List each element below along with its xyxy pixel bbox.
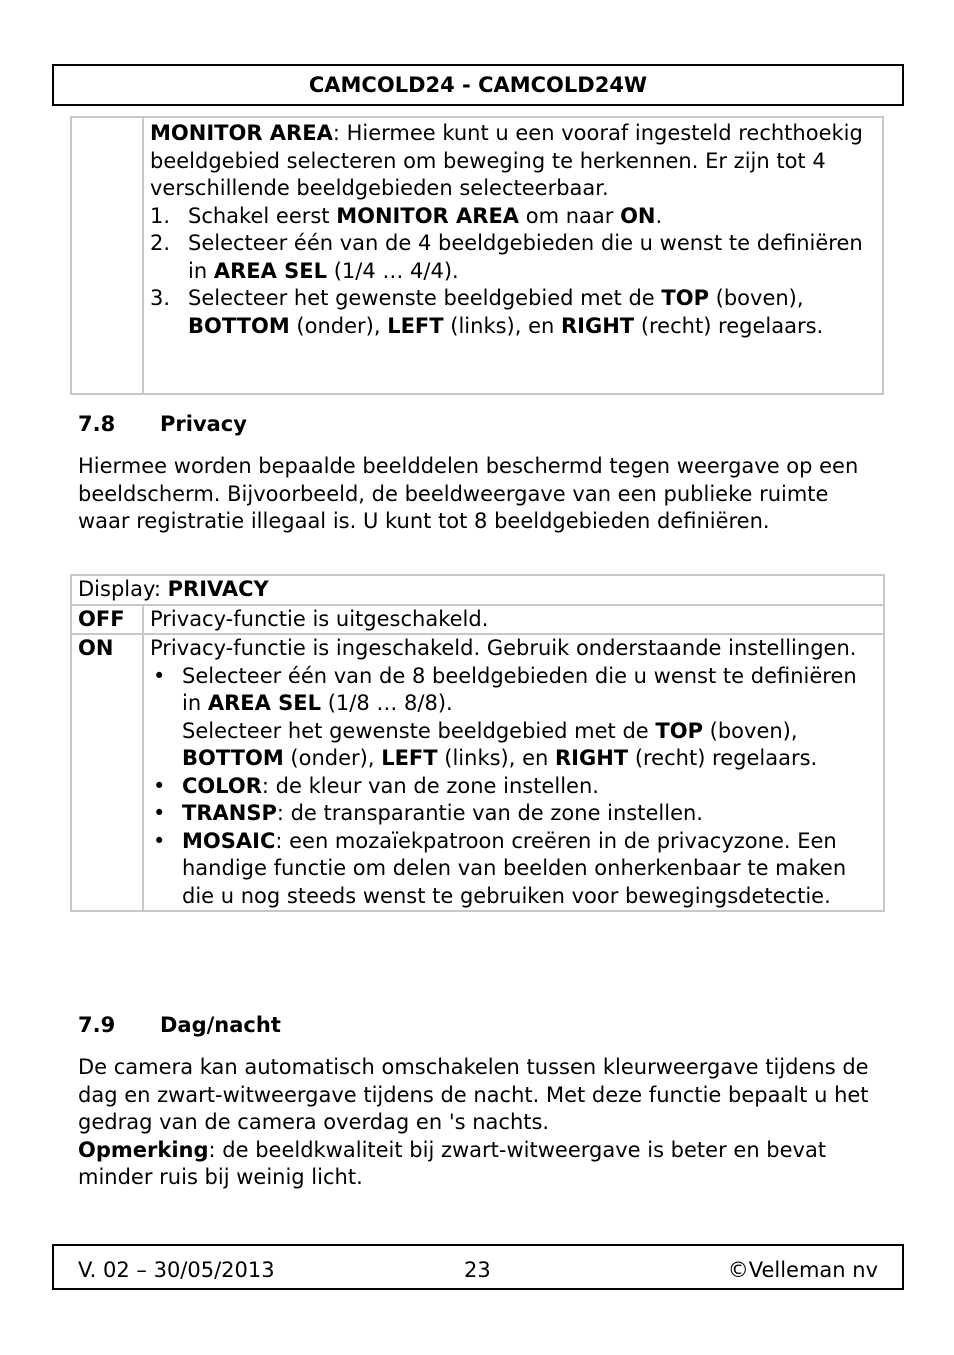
table-row: [71, 605, 884, 635]
daynight-text: De camera kan automatisch omschakelen tussen kleurweergave tijdens de dag en zwart-witweergave tijdens de nacht. Met deze functie bepaalt u het gedrag van de camera overdag en 's nachts. Opmerking: de beeldkwaliteit bij zwart-witweergave is beter en bevat minder ruis bij weinig licht.: [78, 1055, 869, 1189]
monitor-area-steps: [150, 203, 872, 341]
on-description: Privacy-functie is ingeschakeld. Gebruik onderstaande instellingen. • Selecteer één van de 8 beeldgebieden die u wenst te definiëren in AREA SEL (1/8 … 8/8). Selecteer het gewenste beeldgebied met de TOP (boven), BOTTOM (onder), LEFT (links), en RIGHT (recht) regelaars. • COLOR: de kleur van de zone instellen. • TRANSP: de transparantie van de zone instellen. • MOSAIC: een mozaïekpatroon creëren in de privacyzone. Een handige functie om delen van beelden onherkenbaar te maken die u nog steeds wenst te gebruiken voor bewegingsdetectie.: [143, 634, 884, 911]
privacy-options: [150, 663, 877, 911]
privacy-table: [70, 574, 885, 912]
list-item: • COLOR: de kleur van de zone instellen.: [153, 773, 599, 798]
table-row: [71, 575, 884, 605]
column-divider: [142, 118, 144, 393]
table-row: [71, 634, 884, 911]
list-item: • MOSAIC: een mozaïekpatroon creëren in de privacyzone. Een handige functie om delen van beelden onherkenbaar te maken die u nog steeds wenst te gebruiken voor bewegingsdetectie.: [153, 828, 847, 908]
section-heading-privacy: 7.8 Privacy: [78, 412, 247, 436]
on-key: ON: [71, 634, 143, 911]
page-header: [52, 64, 904, 106]
list-item: • Selecteer één van de 8 beeldgebieden die u wenst te definiëren in AREA SEL (1/8 … 8/8). Selecteer het gewenste beeldgebied met de TOP (boven), BOTTOM (onder), LEFT (links), en RIGHT (recht) regelaars.: [153, 663, 857, 770]
off-key: OFF: [71, 605, 143, 635]
privacy-intro: Hiermee worden bepaalde beelddelen beschermd tegen weergave op een beeldscherm. Bijvoorbeeld, de beeldweergave van een publieke ruimte waar registratie illegaal is. U kunt tot 8 beeldgebieden definiëren.: [78, 454, 859, 533]
display-cell: Display: PRIVACY: [71, 575, 884, 605]
list-item: • TRANSP: de transparantie van de zone instellen.: [153, 801, 703, 825]
list-item: 3. Selecteer het gewenste beeldgebied met de TOP (boven), BOTTOM (onder), LEFT (links), en RIGHT (recht) regelaars.: [150, 286, 824, 338]
page-number: 23: [464, 1258, 491, 1282]
monitor-area-box: [70, 116, 884, 395]
page-footer: [52, 1244, 904, 1290]
version-label: V. 02 – 30/05/2013: [78, 1258, 275, 1282]
list-item: 2. Selecteer één van de 4 beeldgebieden die u wenst te definiëren in AREA SEL (1/4 … 4/4).: [150, 231, 863, 283]
header-title: CAMCOLD24 - CAMCOLD24W: [308, 73, 648, 97]
copyright-label: ©Velleman nv: [727, 1258, 878, 1282]
monitor-area-term: MONITOR AREA: [150, 121, 333, 145]
monitor-area-description: MONITOR AREA: Hiermee kunt u een vooraf ingesteld rechthoekig beeldgebied selecteren om beweging te herkennen. Er zijn tot 4 verschillende beeldgebieden selecteerbaar.: [150, 121, 863, 200]
off-description: Privacy-functie is uitgeschakeld.: [143, 605, 884, 635]
list-item: 1. Schakel eerst MONITOR AREA om naar ON.: [150, 203, 663, 228]
section-heading-daynight: 7.9 Dag/nacht: [78, 1013, 281, 1037]
monitor-area-content: [150, 120, 872, 340]
